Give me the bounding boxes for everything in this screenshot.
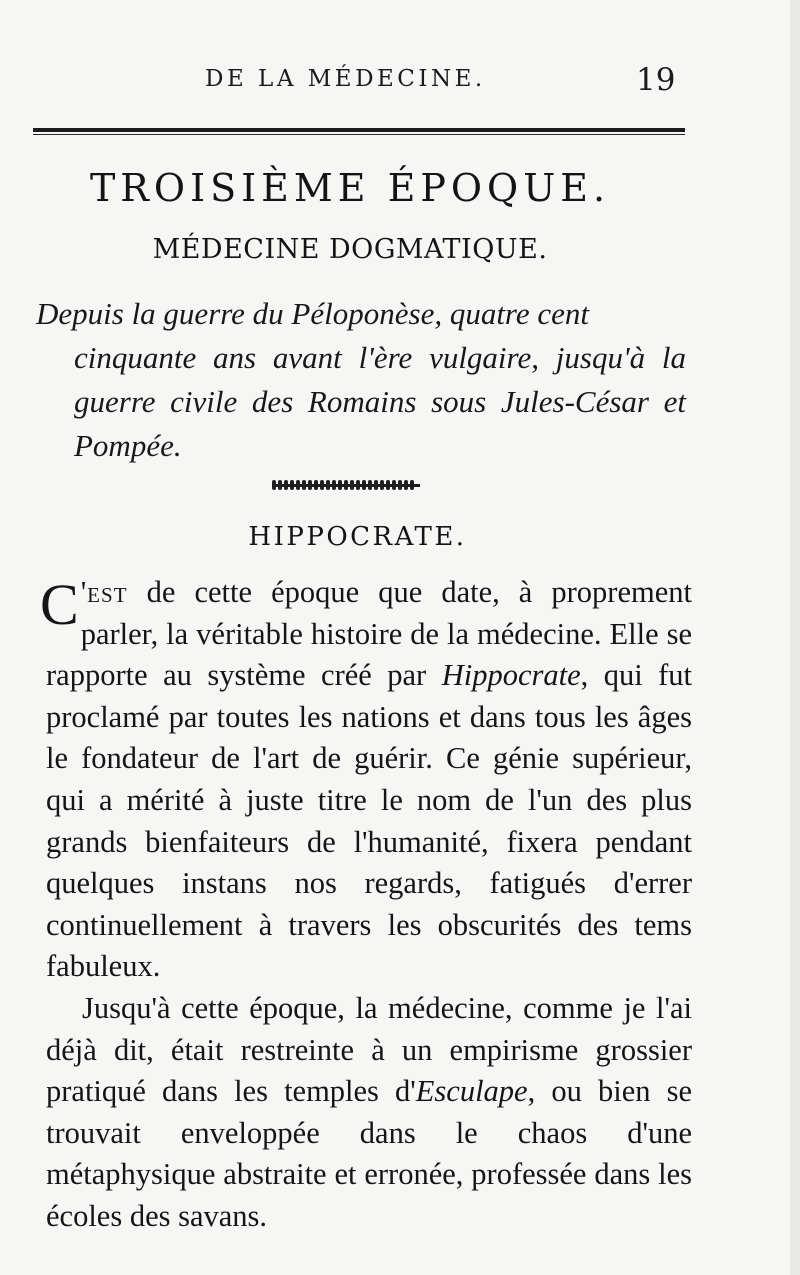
paragraph-1 — [40, 572, 693, 988]
ornament-dot — [278, 480, 282, 490]
paragraph-2 — [46, 988, 692, 1238]
ornament-dot — [350, 480, 354, 490]
paragraph-2-italic: Esculape — [415, 1074, 528, 1109]
ornament-dot — [404, 480, 408, 490]
ornament-dot — [284, 480, 288, 490]
ornament-dot — [272, 480, 276, 490]
ornament-dot — [380, 480, 384, 490]
ornament-dot — [314, 480, 318, 490]
chapter-title: TROISIÈME ÉPOQUE. — [89, 166, 611, 210]
ornament-dot — [398, 480, 402, 490]
running-head — [0, 62, 690, 102]
page-number: 19 — [636, 62, 676, 98]
ornament-dot — [308, 480, 312, 490]
header-rule-thin — [33, 134, 685, 135]
paragraph-1-italic: Hippocrate — [441, 658, 581, 693]
drop-cap: C — [40, 572, 79, 637]
header-double-rule — [33, 128, 685, 138]
ornament-dot — [362, 480, 366, 490]
ornament-dot — [374, 480, 378, 490]
paragraph-2-text-b: , ou bien se trouvait enveloppée dans le chaos d'une métaphysique abstraite et erronée, professée dans les écoles des savans. — [46, 1074, 693, 1233]
paragraph-1-text-a: de cette époque que date, à proprement parler, la véritable histoire de la médecine. Elle se rapporte au système créé par — [46, 575, 692, 693]
ornament-dots — [272, 480, 420, 490]
ornament-dot — [386, 480, 390, 490]
ornamental-divider — [272, 481, 420, 491]
ornament-dot — [320, 480, 324, 490]
subtitle-continuation: cinquante ans avant l'ère vulgaire, jusqu'à la guerre civile des Romains sous Jules-César et Pompée. — [74, 340, 686, 463]
ornament-dot — [368, 480, 372, 490]
running-head-title: DE LA MÉDECINE. — [205, 66, 486, 92]
ornament-dot — [296, 480, 300, 490]
ornament-dot — [344, 480, 348, 490]
ornament-dot — [338, 480, 342, 490]
ornament-dot — [326, 480, 330, 490]
ornament-dot — [392, 480, 396, 490]
paragraph-2-text-a: Jusqu'à cette époque, la médecine, comme je l'ai déjà dit, était restreinte à un empirisme grossier pratiqué dans les temples d' — [46, 990, 692, 1109]
ornament-dot — [290, 480, 294, 490]
ornament-dot — [332, 480, 336, 490]
sub-heading: HIPPOCRATE. — [248, 522, 467, 552]
ornament-dot — [302, 480, 306, 490]
body-text — [40, 572, 693, 1238]
chapter-subtitle — [36, 292, 686, 468]
opening-small-caps: 'est — [80, 575, 128, 609]
paragraph-1-text-b: , qui fut proclamé par toutes les nations et dans tous les âges le fondateur de l'art de guérir. Ce génie supérieur, qui a mérité à juste titre le nom de l'un des plus grands bienfaiteurs de l'humanité, fixera pendant quelques instans nos regards, fatigués d'errer continuellement à travers les obscurités des tems fabuleux. — [46, 658, 693, 984]
ornament-dot — [356, 480, 360, 490]
ornament-dot — [410, 480, 414, 490]
section-title: MÉDECINE DOGMATIQUE. — [152, 234, 548, 265]
subtitle-first-line: Depuis la guerre du Péloponèse, quatre cent — [36, 296, 589, 331]
header-rule-thick — [33, 128, 685, 132]
